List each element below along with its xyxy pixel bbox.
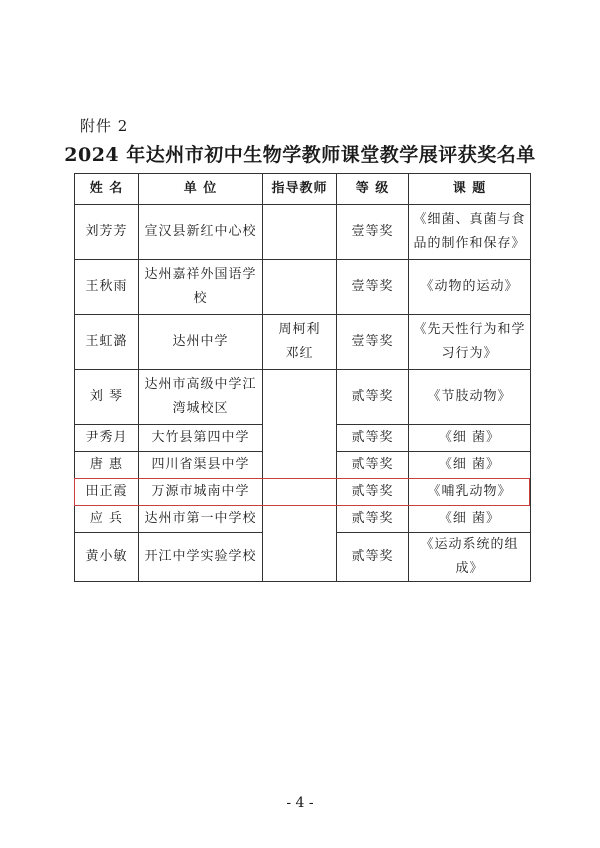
table-row — [75, 315, 531, 370]
attachment-label: 附件 2 — [80, 117, 129, 135]
page-number: - 4 - — [286, 795, 314, 811]
cell-name: 田正霞 — [75, 479, 139, 506]
cell-unit: 达州市高级中学江湾城校区 — [139, 370, 263, 425]
cell-mentor-empty — [263, 260, 337, 315]
cell-name: 黄小敏 — [75, 533, 139, 582]
table-row — [75, 370, 531, 425]
cell-level: 贰等奖 — [337, 506, 409, 533]
table-row — [75, 205, 531, 260]
cell-unit: 宣汉县新红中心校 — [139, 205, 263, 260]
header-name: 姓 名 — [75, 174, 139, 205]
cell-level: 壹等奖 — [337, 205, 409, 260]
cell-name: 王秋雨 — [75, 260, 139, 315]
document-title: 2024 年达州市初中生物学教师课堂教学展评获奖名单 — [64, 144, 536, 166]
cell-level: 贰等奖 — [337, 425, 409, 452]
cell-level: 贰等奖 — [337, 533, 409, 582]
cell-level: 贰等奖 — [337, 479, 409, 506]
cell-topic: 《运动系统的组成》 — [409, 533, 531, 582]
cell-name: 唐 惠 — [75, 452, 139, 479]
cell-name: 尹秀月 — [75, 425, 139, 452]
cell-name: 刘芳芳 — [75, 205, 139, 260]
cell-unit: 四川省渠县中学 — [139, 452, 263, 479]
header-unit: 单 位 — [139, 174, 263, 205]
cell-mentor — [263, 315, 337, 370]
cell-topic: 《细菌、真菌与食品的制作和保存》 — [409, 205, 531, 260]
cell-unit: 开江中学实验学校 — [139, 533, 263, 582]
cell-level: 壹等奖 — [337, 315, 409, 370]
cell-name: 应 兵 — [75, 506, 139, 533]
table-header-row — [75, 174, 531, 205]
cell-topic: 《动物的运动》 — [409, 260, 531, 315]
cell-level: 贰等奖 — [337, 452, 409, 479]
cell-unit: 万源市城南中学 — [139, 479, 263, 506]
cell-level: 壹等奖 — [337, 260, 409, 315]
cell-topic: 《节肢动物》 — [409, 370, 531, 425]
cell-unit: 达州市第一中学校 — [139, 506, 263, 533]
cell-topic: 《细 菌》 — [409, 452, 531, 479]
cell-topic: 《细 菌》 — [409, 506, 531, 533]
header-level: 等 级 — [337, 174, 409, 205]
cell-topic: 《哺乳动物》 — [409, 479, 531, 506]
cell-mentor-empty — [263, 370, 337, 582]
cell-unit: 大竹县第四中学 — [139, 425, 263, 452]
cell-topic: 《先天性行为和学习行为》 — [409, 315, 531, 370]
mentor-name: 邓红 — [285, 346, 314, 361]
cell-level: 贰等奖 — [337, 370, 409, 425]
header-mentor: 指导教师 — [263, 174, 337, 205]
cell-unit: 达州嘉祥外国语学校 — [139, 260, 263, 315]
award-table — [74, 173, 531, 582]
cell-name: 刘 琴 — [75, 370, 139, 425]
header-topic: 课 题 — [409, 174, 531, 205]
cell-name: 王虹潞 — [75, 315, 139, 370]
cell-topic: 《细 菌》 — [409, 425, 531, 452]
cell-mentor-empty — [263, 205, 337, 260]
cell-unit: 达州中学 — [139, 315, 263, 370]
mentor-name: 周柯利 — [278, 322, 321, 337]
table-row — [75, 260, 531, 315]
